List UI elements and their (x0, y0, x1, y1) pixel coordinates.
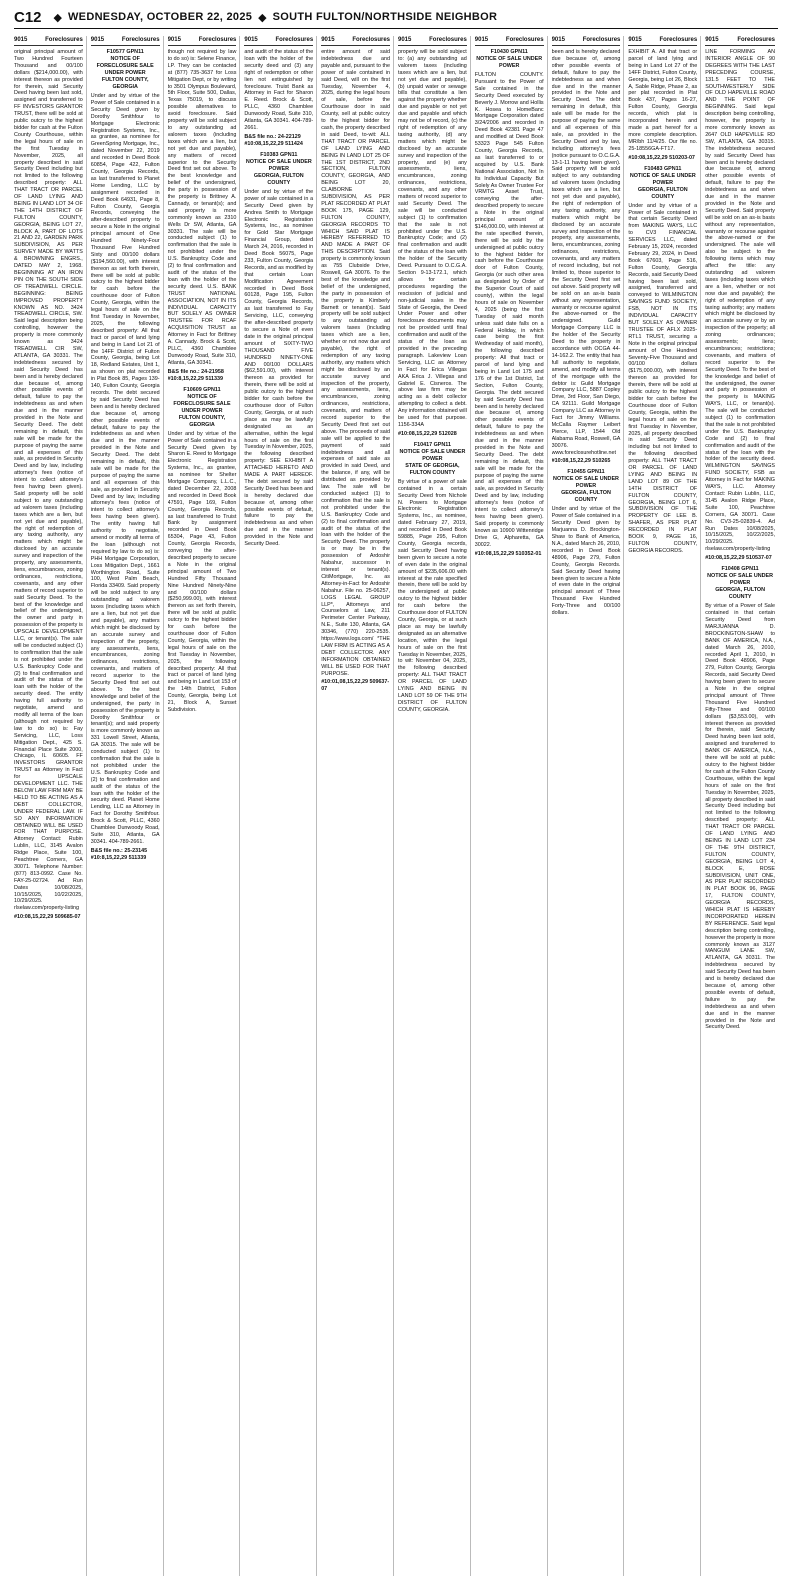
category-label: Foreclosures (275, 37, 314, 43)
notice-body: been and is hereby declared due because of, among other possible events of default, failure to pay the indebtedness as and when due and in the manner provided in the Note and Security Deed. The debt remaining in default, this sale will be made for the purpose of paying the same and all expenses of this sale, as provided in the Security Deed and by law, including attorney's fees (notice pursuant to O.C.G.A. 13-1-11 having been given). Said property will be sold subject to any outstanding ad valorem taxes (including taxes which are a lien, but not yet due and payable), the right of redemption of any taxing authority, any matters which might be disclosed by an accurate survey and inspection of the property, any assessments, liens, encumbrances, zoning ordinances, restrictions, covenants, and any matters of record including, but not limited to, those superior to the Security Deed first set out above. Said property will be sold on an as-is basis without any representation, warranty or recourse against the above-named or the undersigned. Guild Mortgage Company LLC is the holder of the Security Deed to the property in accordance with OCGA 44-14-162.2. The entity that has full authority to negotiate, amend, and modify all terms of the mortgage with the debtor is: Guild Mortgage Company LLC, 5887 Copley Drive, 3rd Floor, San Diego, CA 92111. Guild Mortgage Company LLC as Attorney in Fact for Jimmy Williams. McCalla Raymer Leibert Pierce, LLP, 1544 Old Alabama Road, Roswell, GA 30076. www.foreclosurehotline.net (551, 49, 621, 456)
notice-body: Under and by virtue of the Power of Sale contained in a Security Deed given by Sharon E. Reed to Mortgage Electronic Registration Systems, Inc., as grantee, as nominee for Shelter Mortgage Company, L.L.C., dated December 22, 2008 and recorded in Deed Book 47591, Page 169, Fulton County, Georgia Records, as last transferred to Truist Bank by assignment recorded in Deed Book 65304, Page 43, Fulton County, Georgia Records, conveying the after-described property to secure a Note in the original principal amount of Two Hundred Fifty Thousand Nine Hundred Ninety-Nine and 00/100 dollars ($250,999.00), with interest thereon as set forth therein, there will be sold at public outcry to the highest bidder for cash before the courthouse door of Fulton County, Georgia, within the legal hours of sale on the first Tuesday in November, 2025, the following described property: All that tract or parcel of land lying and being in Land Lot 153 of the 14th District, Fulton County, Georgia, being Lot 21, Block A, Sunset Subdivision. (167, 430, 237, 713)
classified-column (705, 36, 778, 1576)
notice-body: Under and by virtue of a Power of Sale contained in that certain Security Deed from MAKING WAYS, LLC to CV3 FINANCIAL SERVICES LLC, dated February 15, 2024, recorded February 29, 2024, in Deed Book 67603, Page 516, Fulton County, Georgia Records, said Security Deed having been last sold, assigned, transferred and conveyed to WILMINGTON SAVINGS FUND SOCIETY, FSB, NOT IN ITS INDIVIDUAL CAPACITY BUT SOLELY AS OWNER TRUSTEE OF AFLX 2025-RTL1 TRUST, securing a Note in the original principal amount of One Hundred Seventy-Five Thousand and 00/100 dollars ($175,000.00), with interest thereon as provided for therein, there will be sold at public outcry to the highest bidder for cash before the Courthouse door of Fulton County, Georgia, within the legal hours of sale on the first Tuesday in November, 2025, all property described in said Security Deed including but not limited to the following described property: ALL THAT TRACT OR PARCEL OF LAND LYING AND BEING IN LAND LOT 89 OF THE 14TH DISTRICT OF FULTON COUNTY, GEORGIA, BEING LOT 6, SUBDIVISION OF THE PROPERTY OF LEE B. SHAFER, AS PER PLAT RECORDED IN PLAT BOOK 9, PAGE 16, FULTON COUNTY, GEORGIA RECORDS. (628, 202, 698, 554)
classified-column (14, 36, 87, 1576)
column-header (91, 36, 160, 46)
legal-notice (168, 49, 237, 383)
legal-notice (244, 49, 313, 148)
notice-id: F10577 GPN11 (106, 49, 144, 55)
page-masthead (14, 6, 778, 29)
notice-ref: B&S file no.: 24-21958 #10:8,15,22,29 511339 (167, 368, 224, 382)
notice-title: NOTICE OF SALE UNDER POWER (629, 172, 696, 186)
category-label: Foreclosures (121, 37, 160, 43)
column-header (168, 36, 237, 46)
category-code: 9015 (167, 37, 181, 43)
category-label: Foreclosures (429, 37, 467, 43)
notice-title: NOTICE OF SALE UNDER POWER (399, 448, 466, 462)
notice-ref: B&S file no.: 25-23145 #10:8,15,22,29 511339 (90, 847, 148, 861)
notice-body: original principal amount of Two Hundred Fourteen Thousand and 00/100 dollars ($214,000.00), with interest thereon as provided for therein, said Security Deed having been last sold, assigned and transferred to FF INVESTORS GRANTOR TRUST, there will be sold at public outcry to the highest bidder for cash at the Fulton County Courthouse, within the legal hours of sale on the first Tuesday in November, 2025, all property described in said Security Deed including but not limited to the following described property: ALL THAT TRACT OR PARCEL OF LAND LYING AND BEING IN LAND LOT 34 OF THE 14TH DISTRICT OF FULTON COUNTY, GEORGIA, BEING LOT 27, BLOCK A, PART OF LOTS 21 AND 22, GARDEN PARK SUBDIVISION, AS PER SURVEY MADE BY WATTS & BROWNING ENGRS., DATED MAY 2, 1968. BEGINNING AT AN IRON PIN ON THE SOUTH SIDE OF TREADWELL CIRCLE. BEGINNING: BEING IMPROVED PROPERTY KNOWN AS NO. 3424 TREADWELL CIRCLE, SW. Said legal description being controlling, however the property is more commonly known as 3424 TREADWELL CIR SW, ATLANTA, GA 30331. The indebtedness secured by said Security Deed has been and is hereby declared due because of, among other possible events of default, failure to pay the indebtedness as and when due and in the manner provided in the Note and Security Deed. The debt remaining in default, this sale will be made for the purpose of paying the same and all expenses of this sale, as provided in Security Deed and by law, including attorney's fees (notice of intent to collect attorney's fees having been given). Said property will be sold subject to any outstanding ad valorem taxes (including taxes which are a lien, but not yet due and payable), the right of redemption of any taxing authority, any matters which might be disclosed by an accurate survey and inspection of the property, any assessments, liens, encumbrances, zoning ordinances, restrictions, covenants, and any other matters of record superior to said Security Deed. To the best of the knowledge and belief of the undersigned, the owner and party in possession of the property is UPSCALE DEVELOPMENT LLC, or tenant(s). The sale will be conducted subject (1) to confirmation that the sale is not prohibited under the U.S. Bankruptcy Code and (2) to final confirmation and audit of the status of the loan with the holder of the security deed. The entity having full authority to negotiate, amend and modify all terms of the loan (although not required by law to do so) is: Fay Servicing, LLC, Loss Mitigation Dept., 425 S. Financial Place Suite 2000, Chicago, IL 60605. FF INVESTORS GRANTOR TRUST as Attorney in Fact for UPSCALE DEVELOPMENT LLC. THE BELOW LAW FIRM MAY BE HELD TO BE ACTING AS A DEBT COLLECTOR, UNDER FEDERAL LAW. IF SO ANY INFORMATION OBTAINED WILL BE USED FOR THAT PURPOSE. Attorney Contact: Rubin Lublin, LLC, 3145 Avalon Ridge Place, Suite 100, Peachtree Corners, GA 30071. Telephone Number: (877) 813-0992. Case No. FAY-25-02724. Ad Run Dates 10/08/2025, 10/15/2025, 10/22/2025, 10/29/2025. rlselaw.com/property-listing (14, 49, 83, 912)
notice-venue: GEORGIA, FULTON COUNTY (637, 186, 688, 200)
notice-ref: #10:08,15,22,29 512028 (398, 430, 457, 437)
notice-ref: #10:08,15,22,29 510265 (551, 458, 611, 465)
column-header (628, 36, 697, 46)
notice-body: By virtue of a Power of Sale contained in that certain Security Deed from MARJUANNA D. BROCKINGTON-SHAW to BANK OF AMERICA, N.A., dated March 26, 2010, recorded April 1, 2010, in Deed Book 48906, Page 279, Fulton County, Georgia Records, said Security Deed having been given to secure a Note in the original principal amount of Three Thousand Five Hundred Fifty-Three and 00/100 dollars ($3,553.00), with interest thereon as provided for therein, said Security Deed having been last sold, assigned and transferred to BANK OF AMERICA, N.A., there will be sold at public outcry to the highest bidder for cash at the Fulton County Courthouse, within the legal hours of sale on the first Tuesday in November, 2025, all property described in said Security Deed including but not limited to the following described property: ALL THAT TRACT OR PARCEL OF LAND LYING AND BEING IN LAND LOT 234 OF THE 9TH DISTRICT, FULTON COUNTY, GEORGIA, BEING LOT 4, BLOCK E, ROSE SUBDIVISION, UNIT ONE, AS PER PLAT RECORDED IN PLAT BOOK 96, PAGE 17, FULTON COUNTY, GEORGIA RECORDS, WHICH PLAT IS HEREBY INCORPORATED HEREIN BY REFERENCE. Said legal description being controlling, however the property is more commonly known as 3127 MANGUM LANE SW, ATLANTA, GA 30311. The indebtedness secured by said Security Deed has been and is hereby declared due because of, among other possible events of default, failure to pay the indebtedness as and when due and in the manner provided in the Note and Security Deed. (705, 603, 775, 1031)
notice-title: NOTICE OF SALE UNDER POWER (707, 573, 774, 587)
legal-notice (628, 166, 697, 555)
notice-title: NOTICE OF FORECLOSURE SALE UNDER POWER (96, 56, 154, 76)
legal-notice (321, 49, 390, 693)
notice-body: Under and by virtue of the Power of Sale contained in a Security Deed given by Marjuanna D. Brockington-Shaw to Bank of America, N.A., dated March 26, 2010, recorded in Deed Book 48906, Page 279, Fulton County, Georgia Records. Said Security Deed having been given to secure a Note of even date in the original principal amount of Three Thousand Five Hundred Forty-Three and 00/100 dollars. (551, 506, 621, 617)
classified-column (244, 36, 317, 1576)
classifieds-columns (14, 36, 778, 1576)
category-code: 9015 (474, 37, 489, 43)
category-label: Foreclosures (737, 37, 775, 43)
legal-notice (398, 49, 467, 438)
notice-venue: GEORGIA, FULTON COUNTY (715, 587, 765, 601)
classified-column (475, 36, 548, 1576)
column-header (244, 36, 313, 46)
notice-body: By virtue of a power of sale contained in a certain Security Deed from Nichole N. Powers to Mortgage Electronic Registration Systems, Inc., as nominee, dated February 27, 2019, and recorded in Deed Book 59885, Page 295, Fulton County, Georgia records, said Security Deed having been given to secure a note of even date in the original amount of $235,606.00 with interest at the rate specified therein, there will be sold by the undersigned at public outcry to the highest bidder for cash before the Courthouse door of FULTON County, Georgia, or at such place as may be lawfully designated as an alternative location, within the legal hours of sale on the first Tuesday in November, 2025, to wit: November 04, 2025, the following described property: ALL THAT TRACT OR PARCEL OF LAND LYING AND BEING IN LAND LOT 59 OF THE 9TH DISTRICT OF FULTON COUNTY, GEORGIA. (398, 478, 467, 713)
category-label: Foreclosures (505, 37, 544, 43)
column-header (705, 36, 775, 46)
notice-title: NOTICE OF FORECLOSURE SALE UNDER POWER (173, 393, 231, 414)
category-label: Foreclosures (582, 37, 621, 43)
notice-id: F10408 GPN11 (721, 566, 759, 573)
notice-body: entire amount of said indebtedness due and payable and, pursuant to the power of sale contained in said Deed, will on the first Tuesday, November 4, 2025, during the legal hours of sale, before the Courthouse door in said County, sell at public outcry to the highest bidder for cash, the property described in said Deed, to-wit: ALL THAT TRACT OR PARCEL OF LAND LYING AND BEING IN LAND LOT 25 OF THE 1ST DISTRICT, 2ND SECTION, FULTON COUNTY, GEORGIA, AND BEING LOT 20, CLAIBORNE SUBDIVISION, AS PER PLAT RECORDED AT PLAT BOOK 175, PAGE 129, FULTON COUNTY, GEORGIA RECORDS TO WHICH SAID PLAT IS HEREBY REFERRED TO AND MADE A PART OF THIS DESCRIPTION. Said property is commonly known as 755 Clubside Drive, Roswell, GA 30076. To the best of the knowledge and belief of the undersigned, the party in possession of the property is Kimberly Barnett or tenant(s). Said property will be sold subject to any outstanding ad valorem taxes (including taxes which are a lien, whether or not now due and payable), the right of redemption of any taxing authority, any matters which might be disclosed by an accurate survey and inspection of the property, any assessments, liens, encumbrances, zoning ordinances, restrictions, covenants, and matters of record superior to the Security Deed first set out above. The proceeds of said sale will be applied to the payment of said indebtedness and all expenses of said sale as provided in said Deed, and the balance, if any, will be distributed as provided by law. The sale will be conducted subject (1) to confirmation that the sale is not prohibited under the U.S. Bankruptcy Code and (2) to final confirmation and audit of the status of the loan with the holder of the Security Deed. The property is or may be in the possession of Ardoshir Nabahur, successor in interest or tenant(s). CitiMortgage, Inc. as Attorney-in-Fact for Ardoshir Nabahur. File no. 25-06257, LOGS LEGAL GROUP LLP*, Attorneys and Counselors at Law, 211 Perimeter Center Parkway, N.E., Suite 130, Atlanta, GA 30346, (770) 220-2535. https://www.logs.com/ *THE LAW FIRM IS ACTING AS A DEBT COLLECTOR. ANY INFORMATION OBTAINED WILL BE USED FOR THAT PURPOSE. (321, 49, 390, 677)
classified-column (398, 36, 471, 1576)
legal-notice (91, 49, 160, 862)
category-code: 9015 (398, 37, 412, 43)
notice-ref: #10:08,15,22,29 509685-07 (14, 914, 81, 921)
notice-ref: #10:01,08,15,22,29 509637-07 (321, 679, 390, 693)
notice-ref: #10:08,15,22,29 510203-07 (628, 154, 695, 161)
notice-title: NOTICE OF SALE UNDER POWER (553, 476, 619, 490)
diamond-icon: ◆ (258, 11, 267, 24)
notice-ref: B&S file no.: 24-22129 #10:08,15,22,29 511424 (244, 133, 303, 147)
notice-body: LINE FORMING AN INTERIOR ANGLE OF 90 DEGREES WITH THE LAST PRECEDING COURSE, 131.5 FEET TO THE SOUTHWESTERLY SIDE OF OLD HAPEVILLE ROAD AND THE POINT OF BEGINNING. Said legal description being controlling, however, the property is more commonly known as 2647 OLD HAPEVILLE RD SW, ATLANTA, GA 30315. The indebtedness secured by said Security Deed has been and is hereby declared due because of, among other possible events of default, failure to pay the indebtedness as and when due and in the manner provided in the Note and Security Deed. Said property will be sold on an as-is basis without any representation, warranty or recourse against the above-named or the undersigned. The sale will also be subject to the following items which may affect the title: any outstanding ad valorem taxes (including taxes which are a lien, whether or not now due and payable); the right of redemption of any taxing authority; any matters which might be disclosed by an accurate survey or by an inspection of the property; all zoning ordinances; assessments; liens; encumbrances; restrictions; covenants, and matters of record superior to the Security Deed. To the best of the knowledge and belief of the undersigned, the owner and party in possession of the property is MAKING WAYS, LLC, or tenant(s). The sale will be conducted subject (1) to confirmation that the sale is not prohibited under the U.S. Bankruptcy Code and (2) to final confirmation and audit of the status of the loan with the holder of the security deed. WILMINGTON SAVINGS FUND SOCIETY, FSB as Attorney in Fact for MAKING WAYS, LLC. Attorney Contact: Rubin Lublin, LLC, 3145 Avalon Ridge Place, Suite 100, Peachtree Corners, GA 30071. Case No. CV3-25-02839-4. Ad Run Dates 10/08/2025, 10/15/2025, 10/22/2025, 10/29/2025. rlselaw.com/property-listing (705, 49, 775, 553)
notice-id: F10609 GPN11 (183, 386, 221, 393)
classified-column (321, 36, 394, 1576)
notice-body: property will be sold subject to: (a) any outstanding ad valorem taxes (including taxes which are a lien, but not yet due and payable), (b) unpaid water or sewage bills that constitute a lien against the property whether due and payable or not yet due and payable and which may not be of record, (c) the right of redemption of any taxing authority, (d) any matters which might be disclosed by an accurate survey and inspection of the property, and (e) any assessments, liens, encumbrances, zoning ordinances, restrictions, covenants, and any other matters of record superior to said Security Deed. The sale will be conducted subject (1) to confirmation that the sale is not prohibited under the U.S. Bankruptcy Code; and (2) final confirmation and audit of the status of the loan with the holder of the Security Deed. Pursuant to O.C.G.A. Section 9-13-172.1, which allows for certain procedures regarding the rescission of judicial and non-judicial sales in the State of Georgia, the Deed Under Power and other foreclosure documents may not be provided until final confirmation and audit of the status of the loan as provided in the preceding paragraph. Lakeview Loan Servicing, LLC as Attorney in Fact for Erica Villegas AKA Erica J. Villegas and Gabriel E. Cisneros. The above law firm may be acting as a debt collector attempting to collect a debt. Any information obtained will be used for that purpose. 1156-334A (398, 49, 467, 428)
column-header (398, 36, 467, 46)
notice-body: FULTON COUNTY. Pursuant to the Power of Sale contained in the Security Deed executed by Beverly J. Morrow and Hollis K. Hosea to HomeBanc Mortgage Corporation dated 3/24/2006 and recorded in Deed Book 42381 Page 47 and modified at Deed Book 53323 Page 545 Fulton County, Georgia Records, as last transferred to or acquired by U.S. Bank National Association, Not In Its Individual Capacity But Solely As Owner Trustee For VRMTG Asset Trust, conveying the after-described property to secure a Note in the original principal amount of $146,000.00, with interest at the rate specified therein, there will be sold by the undersigned at public outcry to the highest bidder for cash before the Courthouse door of Fulton County, Georgia (or such other area as designated by Order of the Superior Court of said county), within the legal hours of sale on November 4, 2025 (being the first Tuesday of said month unless said date falls on a Federal Holiday, in which case being the first Wednesday of said month), the following described property: All that tract or parcel of land lying and being in Land Lot 175 and 176 of the 1st District, 1st Section, Fulton County, Georgia. The debt secured by said Security Deed has been and is hereby declared due because of, among other possible events of default, failure to pay the indebtedness as and when due and in the manner provided in the Note and Security Deed. The debt remaining in default, this sale will be made for the purpose of paying the same and all expenses of this sale, as provided in Security Deed and by law, including attorney's fees (notice of intent to collect attorney's fees having been given). Said property is commonly known as 10900 Wittenridge Drive G, Alpharetta, GA 30022. (474, 72, 544, 548)
notice-ref: #10:08,15,22,29 510352-01 (474, 550, 542, 557)
legal-notice (244, 152, 313, 548)
legal-notice (552, 49, 621, 465)
section-name: SOUTH FULTON/NORTHSIDE NEIGHBOR (272, 11, 498, 23)
column-header (321, 36, 390, 46)
notice-id: F10455 GPN11 (567, 469, 605, 476)
category-code: 9015 (321, 37, 335, 43)
column-header (14, 36, 83, 46)
notice-venue: FULTON COUNTY, GEORGIA (178, 414, 226, 428)
legal-notice (628, 49, 697, 162)
notice-body: Under and by virtue of the Power of Sale contained in a Security Deed given by Dorothy Smithfour to Mortgage Electronic Registration Systems, Inc., as grantee, as nominee for GreenSpring Mortgage, Inc., dated November 22, 2019 and recorded in Deed Book 60854, Page 422, Fulton County, Georgia Records, as last transferred to Planet Home Lending, LLC by assignment recorded in Deed Book 64931, Page 8, Fulton County, Georgia Records, conveying the after-described property to secure a Note in the original principal amount of One Hundred Ninety-Four Thousand Five Hundred Sixty and 00/100 dollars ($194,560.00), with interest thereon as set forth therein, there will be sold at public outcry to the highest bidder for cash before the courthouse door of Fulton County, Georgia, within the legal hours of sale on the first Tuesday in November, 2025, the following described property: All that tract or parcel of land lying and being in Land Lot 21 of the 14FF District of Fulton County, Georgia, being Lot 18, Redland Estates, Unit 1, as shown on plat recorded in Plat Book 85, Pages 139-140, Fulton County, Georgia records. The debt secured by said Security Deed has been and is hereby declared due because of, among other possible events of default, failure to pay the indebtedness as and when due and in the manner provided in the Note and Security Deed. The debt remaining in default, this sale will be made for the purpose of paying the same and all expenses of this sale, as provided in Security Deed and by law, including attorney's fees (notice of intent to collect attorney's fees having been given). The entity having full authority to negotiate, amend or modify all terms of the loan (although not required by law to do so) is: PHH Mortgage Corporation, Loss Mitigation Dept., 1661 Worthington Road, Suite 100, West Palm Beach, Florida 33409. Said property will be sold subject to any outstanding ad valorem taxes (including taxes which are a lien, but not yet due and payable), any matters which might be disclosed by an accurate survey and inspection of the property, any assessments, liens, encumbrances, zoning ordinances, restrictions, covenants, and matters of record superior to the Security Deed first set out above. To the best knowledge and belief of the undersigned, the party in possession of the property is Dorothy Smithfour or tenant(s); and said property is more commonly known as 331 Lowell Street, Atlanta, GA 30315. The sale will be conducted subject (1) to confirmation that the sale is not prohibited under the U.S. Bankruptcy Code and (2) to final confirmation and audit of the status of the loan with the holder of the security deed. Planet Home Lending, LLC as Attorney in Fact for Dorothy Smithfour. Brock & Scott, PLLC, 4360 Chamblee Dunwoody Road, Suite 310, Atlanta, GA 30341. 404-789-2661. (90, 93, 160, 845)
classified-column (628, 36, 701, 1576)
column-header (552, 36, 621, 46)
notice-body: EXHIBIT A. All that tract or parcel of land lying and being in Land Lot 27 of the 14FF District, Fulton County, Georgia, being Lot 26, Block A, Sable Ridge, Phase 2, as per plat recorded in Plat Book 437, Pages 16-27, Fulton County, Georgia records, which plat is incorporated herein and made a part hereof for a more complete description. MR/bh 11/4/25. Our file no. 25-18556GA-FT17. (628, 49, 698, 152)
legal-notice (168, 387, 237, 714)
classified-column (168, 36, 241, 1576)
category-code: 9015 (14, 37, 28, 43)
notice-body: and audit of the status of the loan with the holder of the security deed and (3) any right of redemption or other lien not extinguished by foreclosure. Truist Bank as Attorney in Fact for Sharon E. Reed. Brock & Scott, PLLC, 4360 Chamblee Dunwoody Road, Suite 310, Atlanta, GA 30341. 404-789-2661. (244, 49, 314, 131)
category-label: Foreclosures (352, 37, 390, 43)
diamond-icon: ◆ (53, 11, 62, 24)
legal-notice (475, 49, 544, 558)
category-code: 9015 (90, 37, 105, 43)
notice-venue: GEORGIA, FULTON COUNTY (561, 490, 611, 504)
classified-column (552, 36, 625, 1576)
legal-notice (705, 566, 775, 1031)
notice-body: though not required by law to do so) is: Selene Finance, LP. They can be contacted at (877) 735-3637 for Loss Mitigation Dept, or by writing to 3501 Olympus Boulevard, 5th Floor, Suite 500, Dallas, Texas 75019, to discuss possible alternatives to avoid foreclosure. Said property will be sold subject to any outstanding ad valorem taxes (including taxes which are a lien, but not yet due and payable), any matters of record superior to the Security Deed first set out above. To the best knowledge and belief of the undersigned, the party in possession of the property is Brittney A. Cannady, or tenant(s); and said property is more commonly known as 2310 Wells Dr SW, Atlanta, GA 30331. The sale will be conducted subject (1) to confirmation that the sale is not prohibited under the U.S. Bankruptcy Code and (2) to final confirmation and audit of the status of the loan with the holder of the security deed. U.S. BANK TRUST NATIONAL ASSOCIATION, NOT IN ITS INDIVIDUAL CAPACITY BUT SOLELY AS OWNER TRUSTEE FOR RCAF ACQUISITION TRUST as Attorney in Fact for Brittney A. Cannady. Brock & Scott, PLLC, 4360 Chamblee Dunwoody Road, Suite 310, Atlanta, GA 30341. (167, 49, 237, 366)
notice-venue: STATE OF GEORGIA, FULTON COUNTY (405, 462, 460, 476)
notice-id: F10383 GPN11 (260, 151, 298, 158)
legal-notice (14, 49, 83, 921)
notice-id: F10483 GPN11 (644, 165, 682, 172)
category-label: Foreclosures (659, 37, 698, 43)
page-number: C12 (14, 8, 42, 26)
category-code: 9015 (244, 37, 258, 43)
classified-column (91, 36, 164, 1576)
notice-title: NOTICE OF SALE UNDER POWER (476, 56, 543, 69)
category-label: Foreclosures (45, 37, 83, 43)
notice-id: F10430 GPN11 (490, 49, 528, 55)
notice-title: NOTICE OF SALE UNDER POWER (245, 158, 312, 172)
category-code: 9015 (551, 37, 565, 43)
notice-id: F10417 GPN11 (413, 441, 451, 448)
column-header (475, 36, 544, 46)
notice-ref: #10:08,15,22,29 510537-07 (705, 555, 772, 562)
notice-body: Under and by virtue of the power of sale contained in a Security Deed given by Andrea Smith to Mortgage Electronic Registration Systems, Inc., as nominee for Gold Star Mortgage Financial Group, dated March 24, 2016, recorded in Deed Book 56075, Page 233, Fulton County, Georgia Records, and as modified by that certain Loan Modification Agreement recorded in Deed Book 60128, Page 195, Fulton County, Georgia Records, as last transferred to Fay Servicing, LLC, conveying the after-described property to secure a Note of even date in the original principal amount of SIXTY-TWO THOUSAND FIVE HUNDRED NINETY-ONE AND 00/100 DOLLARS ($62,591.00), with interest thereon as provided for therein, there will be sold at public outcry to the highest bidder for cash before the courthouse door of Fulton County, Georgia, or at such place as may be lawfully designated as an alternative, within the legal hours of sale on the first Tuesday in November, 2025, the following described property: SEE EXHIBIT A ATTACHED HERETO AND MADE A PART HEREOF. The debt secured by said Security Deed has been and is hereby declared due because of, among other possible events of default, failure to pay the indebtedness as and when due and in the manner provided in the Note and Security Deed. (244, 188, 314, 548)
legal-notice (552, 469, 621, 617)
legal-notice (705, 49, 775, 562)
category-code: 9015 (705, 37, 719, 43)
publication-date: WEDNESDAY, OCTOBER 22, 2025 (68, 11, 253, 23)
category-code: 9015 (628, 37, 642, 43)
category-label: Foreclosures (198, 37, 237, 43)
notice-venue: GEORGIA, FULTON COUNTY (253, 172, 304, 186)
notice-venue: FULTON COUNTY, GEORGIA (101, 77, 149, 90)
legal-notice (398, 442, 467, 714)
